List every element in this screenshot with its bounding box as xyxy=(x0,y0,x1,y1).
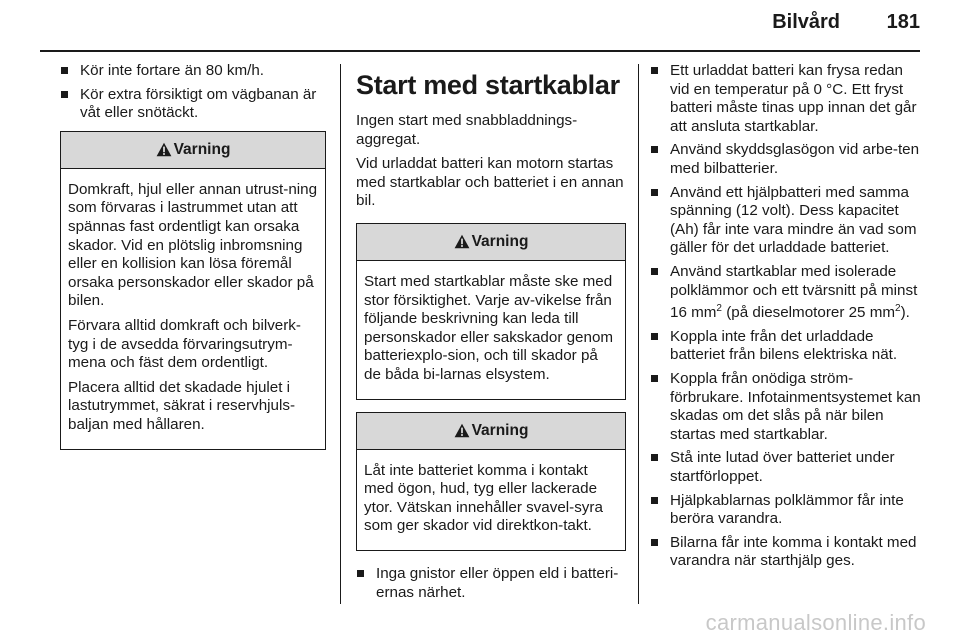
warning-body xyxy=(357,450,625,550)
list-item: Använd startkablar med isolerade polklämmor och ett tvärsnitt på minst 16 $mm^2$ (på dieselmotorer 25 $mm^2$). xyxy=(650,263,922,323)
warning-triangle-icon xyxy=(156,142,172,157)
warning-paragraph: Förvara alltid domkraft och bilverk-tyg i de avsedda förvaringsutrym-mena och fäst dem ordentligt. xyxy=(68,316,301,372)
list-item: Hjälpkablarnas polklämmor får inte beröra varandra. xyxy=(650,492,922,529)
warning-triangle-icon xyxy=(454,423,470,438)
warning-paragraph: Domkraft, hjul eller annan utrust-ning som förvaras i lastrummet utan att spännas fast ordentligt kan orsaka skador. Vid en plötslig inbromsning eller en kollision kan lösa föremål orsaka personskador eller skador på bilen. xyxy=(68,180,318,310)
page-number: 181 xyxy=(886,11,920,33)
list-item: Koppla inte från det urladdade batteriet från bilens elektriska nät. xyxy=(650,328,922,365)
warning-box xyxy=(60,131,326,450)
square-bullet-icon xyxy=(651,454,658,461)
list-item: Koppla från onödiga ström-förbrukare. Infotainmentsystemet kan skadas om det slås på när bilen startas med startkablar. xyxy=(650,370,922,444)
list-item: Bilarna får inte komma i kontakt med varandra när starthjälp ges. xyxy=(650,534,922,571)
list-item: Ett urladdat batteri kan frysa redan vid en temperatur på 0 °C. Ett fryst batteri måste tinas upp innan det går att ansluta startkablar. xyxy=(650,62,922,136)
square-bullet-icon xyxy=(651,189,658,196)
square-bullet-icon xyxy=(651,146,658,153)
square-bullet-icon xyxy=(651,67,658,74)
warning-header xyxy=(61,132,325,169)
section-heading: Start med startkablar xyxy=(356,70,620,100)
warning-paragraph: Start med startkablar måste ske med stor försiktighet. Varje av-vikelse från följande beskrivning kan leda till personskador eller sakskador genom batteriexplo-sion, och till skador på de båda bi-larnas elsystem. xyxy=(364,272,614,383)
square-bullet-icon xyxy=(357,570,364,577)
warning-body xyxy=(357,261,625,399)
warning-paragraph: Placera alltid det skadade hjulet i lastutrymmet, säkrat i reservhjuls-baljan med hållaren. xyxy=(68,378,296,433)
warning-box xyxy=(356,412,626,551)
list-item: Kör inte fortare än 80 km/h. xyxy=(60,62,326,81)
column-divider xyxy=(340,64,341,604)
square-bullet-icon xyxy=(651,375,658,382)
square-bullet-icon xyxy=(651,539,658,546)
square-bullet-icon xyxy=(651,497,658,504)
watermark: carmanualsonline.info xyxy=(705,610,926,635)
warning-title: Varning xyxy=(471,232,529,250)
column-left xyxy=(60,62,326,460)
bullet-list xyxy=(650,62,922,571)
warning-body xyxy=(61,169,325,449)
bullet-list xyxy=(60,62,326,123)
square-bullet-icon xyxy=(61,67,68,74)
warning-box xyxy=(356,223,626,400)
warning-title: Varning xyxy=(471,421,529,439)
column-divider xyxy=(638,64,639,604)
list-item: Stå inte lutad över batteriet under startförloppet. xyxy=(650,449,922,486)
list-item: Använd skyddsglasögon vid arbe-ten med bilbatterier. xyxy=(650,141,922,178)
warning-paragraph: Låt inte batteriet komma i kontakt med ögon, hud, tyg eller lackerade ytor. Vätskan innehåller svavel-syra som ger skador vid direktkon-takt. xyxy=(364,461,603,535)
list-item: Kör extra försiktigt om vägbanan är våt eller snötäckt. xyxy=(60,86,326,123)
square-bullet-icon xyxy=(61,91,68,98)
list-item: Använd ett hjälpbatteri med samma spänning (12 volt). Dess kapacitet (Ah) får inte vara mindre än vad som gäller för det urladdade batteriet. xyxy=(650,184,922,258)
warning-triangle-icon xyxy=(454,234,470,249)
square-bullet-icon xyxy=(651,333,658,340)
list-item: Inga gnistor eller öppen eld i batteri-ernas närhet. xyxy=(356,565,626,602)
bullet-list xyxy=(356,565,626,602)
warning-header xyxy=(357,224,625,261)
warning-title: Varning xyxy=(173,140,231,158)
column-right xyxy=(650,62,922,576)
section-title: Bilvård xyxy=(772,11,840,33)
warning-header xyxy=(357,413,625,450)
intro-paragraph: Vid urladdat batteri kan motorn startas med startkablar och batteriet i en annan bil. xyxy=(356,155,624,210)
column-middle xyxy=(356,62,626,607)
square-bullet-icon xyxy=(651,268,658,275)
header-rule xyxy=(40,50,920,52)
intro-paragraph: Ingen start med snabbladdnings-aggregat. xyxy=(356,112,578,148)
